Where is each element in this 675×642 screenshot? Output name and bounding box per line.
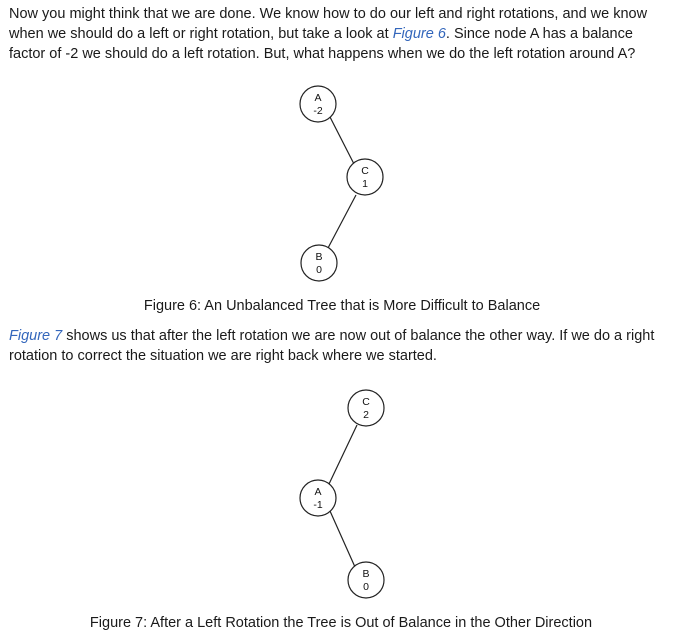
figure-7-link[interactable]: Figure 7 (9, 328, 63, 344)
node-a-label: A (314, 92, 322, 104)
node-a-label: A (314, 486, 322, 498)
node-c-balance: 2 (363, 409, 369, 421)
node-c-label: C (362, 396, 370, 408)
paragraph-intro-text-1: Now you might think that we are done. We know how to do our left and right rotations, and we know when we should do a left or right rotation, but take a look at (9, 6, 648, 42)
edge-a-c (330, 117, 354, 164)
figure-7-caption: Figure 7: After a Left Rotation the Tree is Out of Balance in the Other Direction (89, 615, 593, 631)
paragraph-intro-text-2: . Since node A has a balance factor of -2 we should do a left rotation. But, what happens when we do the left rotation around A? (9, 26, 636, 62)
paragraph-rotation (9, 326, 673, 366)
tree-node-b (348, 562, 384, 598)
node-b-label: B (315, 251, 323, 263)
figure-6-tree-diagram (0, 80, 675, 290)
edge-c-a (329, 425, 357, 484)
figure-6-link[interactable]: Figure 6 (392, 26, 446, 42)
node-c-label: C (361, 165, 369, 177)
edge-a-b (330, 511, 355, 567)
paragraph-rotation-text: shows us that after the left rotation we are now out of balance the other way. If we do a right rotation to correct the situation we are right back where we started. (9, 328, 655, 364)
tree-node-a (300, 86, 336, 122)
tree-node-c (348, 390, 384, 426)
node-a-balance: -2 (313, 105, 323, 117)
figure-6-caption: Figure 6: An Unbalanced Tree that is More Difficult to Balance (143, 298, 541, 314)
tree-node-c (347, 159, 383, 195)
figure-7-tree-diagram (0, 380, 675, 608)
paragraph-intro (9, 4, 673, 64)
node-b-balance: 0 (316, 264, 322, 276)
node-a-balance: -1 (313, 499, 323, 511)
tree-node-a (300, 480, 336, 516)
tree-node-b (301, 245, 337, 281)
node-b-label: B (362, 568, 370, 580)
node-c-balance: 1 (362, 178, 368, 190)
node-b-balance: 0 (363, 581, 369, 593)
edge-c-b (328, 195, 356, 248)
